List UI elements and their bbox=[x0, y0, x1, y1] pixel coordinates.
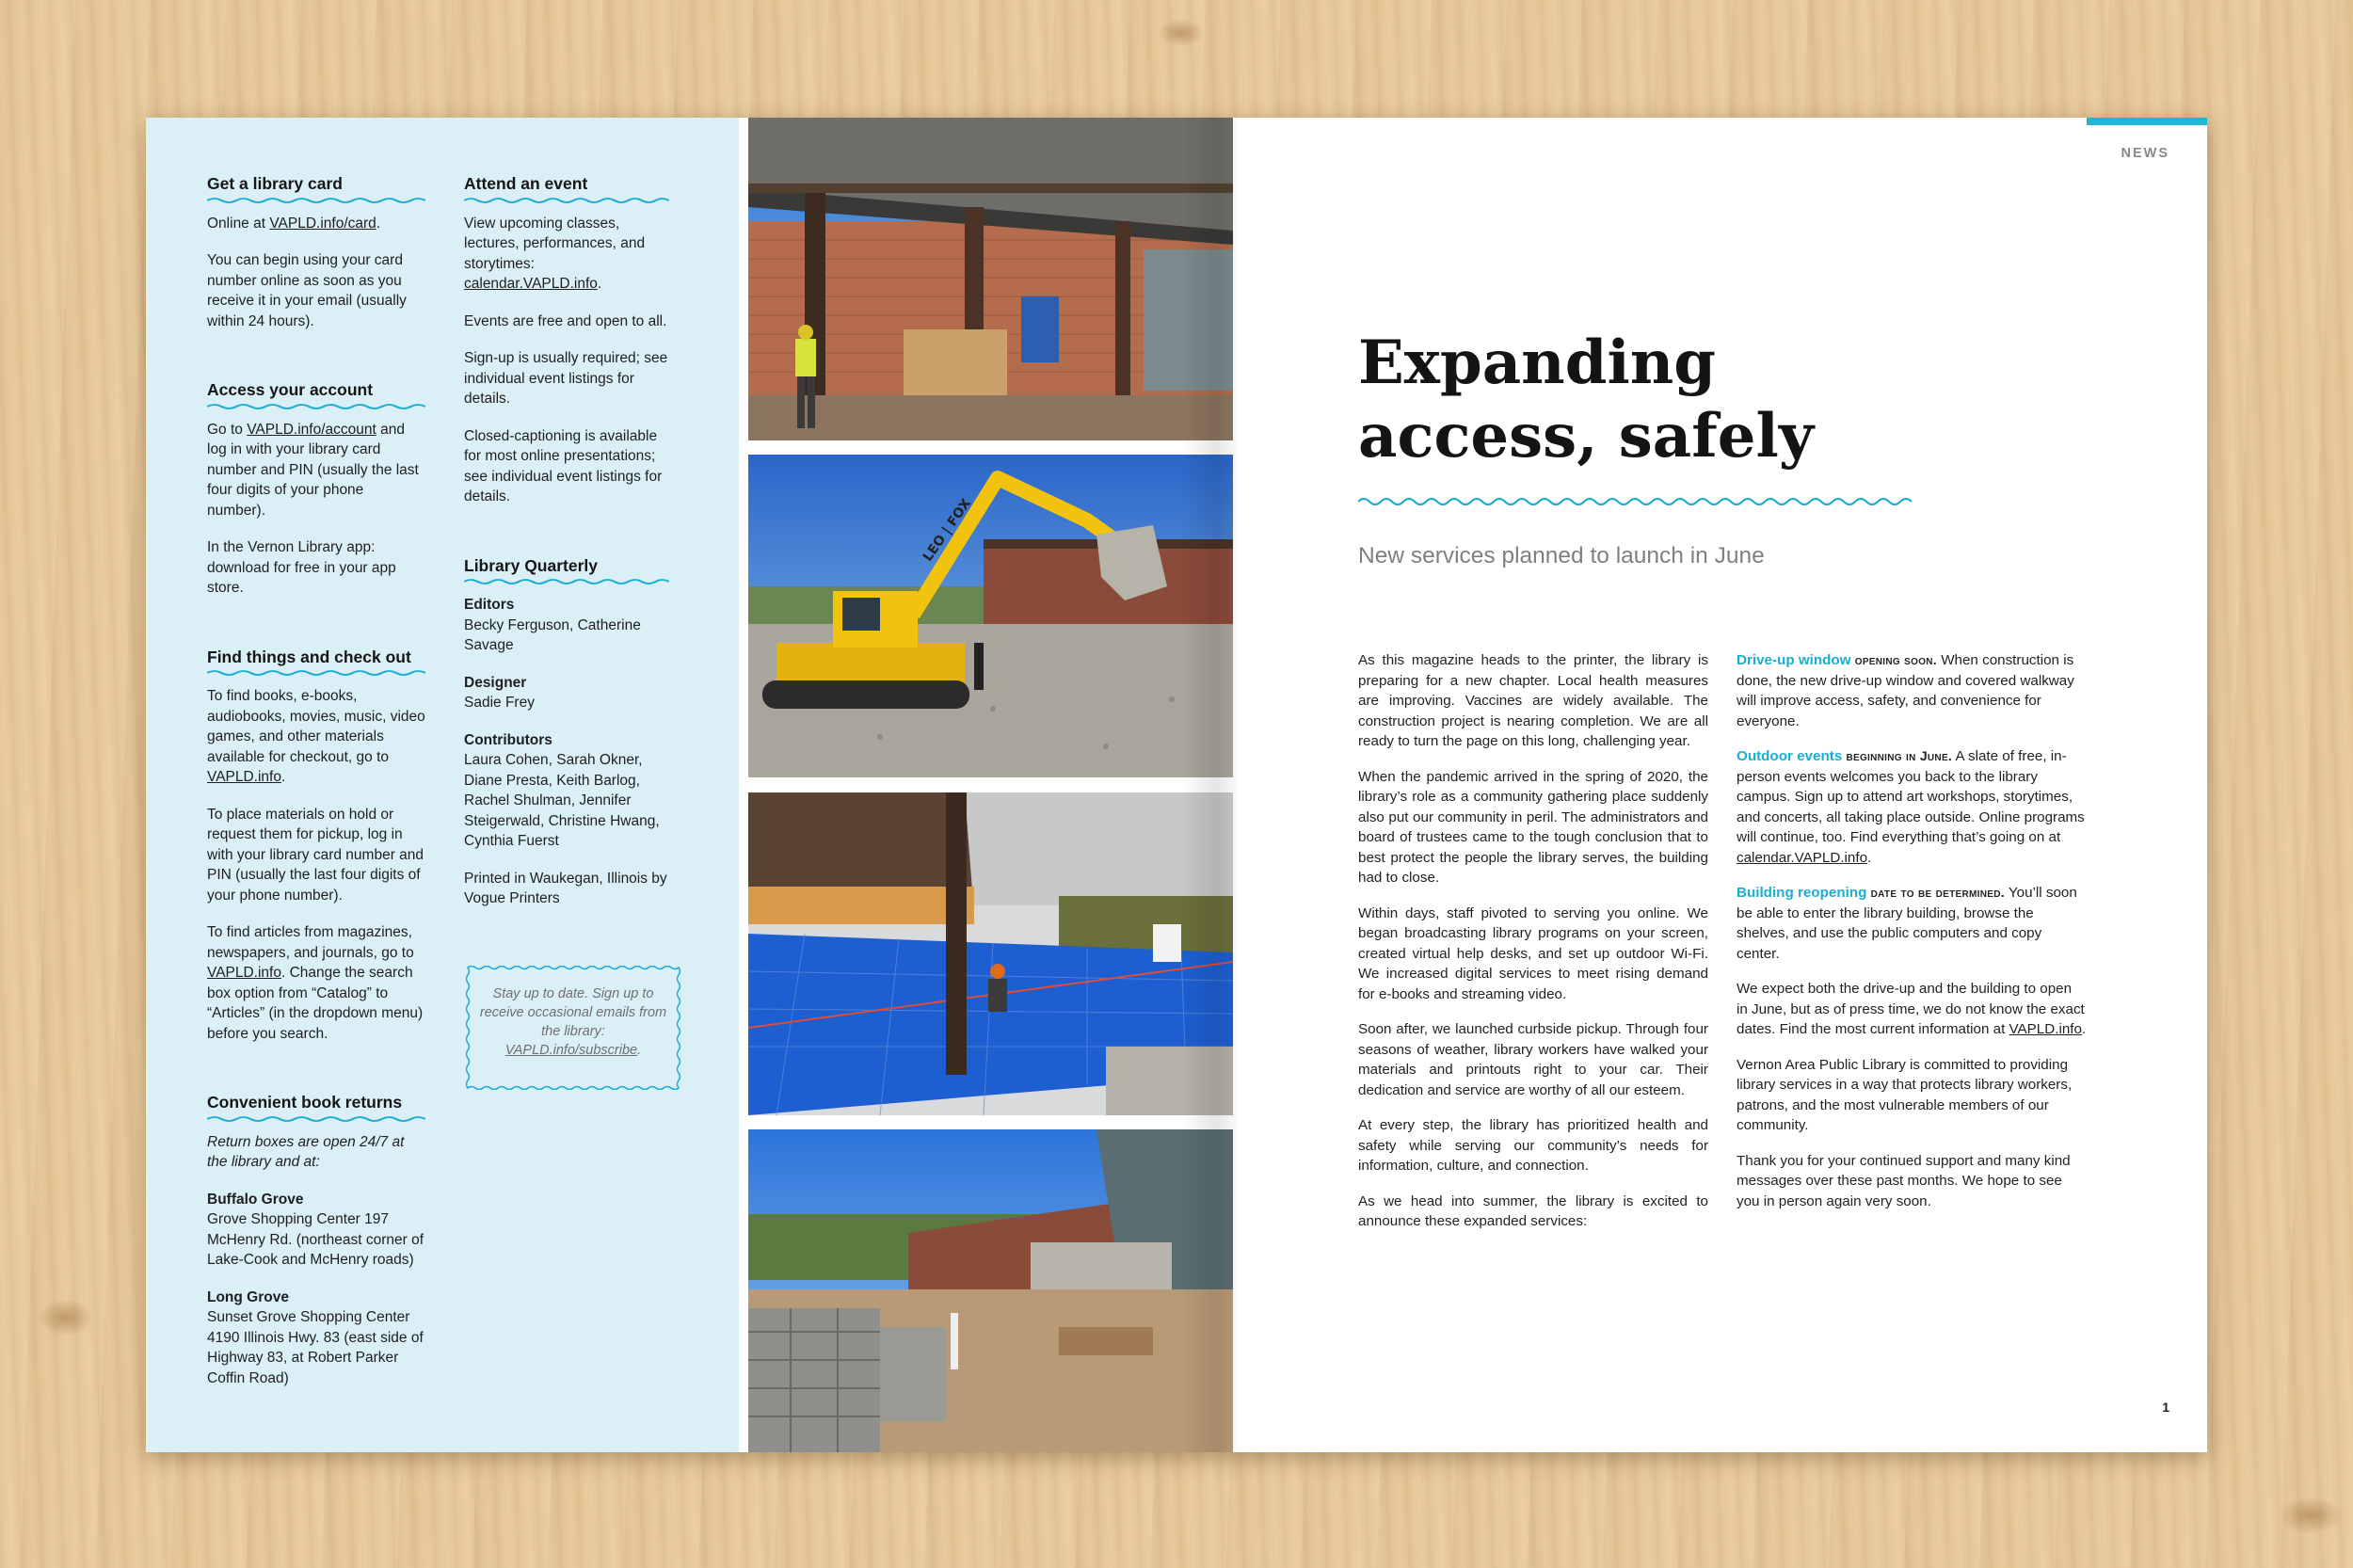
paragraph: At every step, the library has prioritized health and safety while serving our community’s needs for information, culture, and connection. bbox=[1358, 1117, 1708, 1174]
paragraph: As this magazine heads to the printer, the library is preparing for a new chapter. Local health measures are improving. Vaccines are widely available. The construction project is nearing completion. We are all ready to turn the page on this long, challenging year. bbox=[1358, 652, 1708, 749]
section-heading: Convenient book returns bbox=[207, 1093, 425, 1121]
section-label: NEWS bbox=[2121, 146, 2169, 161]
paragraph: When the pandemic arrived in the spring of 2020, the library’s role as a community gathering place suddenly also put our community in peril. The administrators and board of trustees came to the tough conclusion that to best protect the people the library serves, the building had to close. bbox=[1358, 768, 1708, 886]
section-quarterly: Library Quarterly Editors Becky Ferguson, Catherine Savage Designer Sadie Frey Contributors Laura Cohen, Sarah Okner, Diane Presta, Keith Barlog, Rachel Shulman, Jennifer Steigerwald, Christine Hwang, Cynthia Fuerst Printed in Waukegan, Illinois by Vogue Printers bbox=[464, 556, 669, 909]
paragraph: Soon after, we launched curbside pickup. Through four seasons of weather, library workers have walked your materials and printouts right to your car. Their dedication and service are worthy of all our esteem. bbox=[1358, 1021, 1708, 1098]
card-link[interactable]: VAPLD.info/card bbox=[269, 215, 376, 232]
photo-cinder-blocks bbox=[748, 1129, 1233, 1452]
section-find: Find things and check out To find books, e-books, audiobooks, movies, music, video games, and other materials available for checkout, go to VAPLD.info. To place materials on hold or request them for pickup, log in with your library card number and PIN (usually the last four digits of your phone number). To find articles from magazines, newspapers, and journals, go to VAPLD.info. Change the search box option from “Catalog” to “Articles” (in the dropdown menu) before you search. bbox=[207, 647, 425, 1042]
section-returns: Convenient book returns Return boxes are open 24/7 at the library and at: Buffalo Grove Grove Shopping Center 197 McHenry Rd. (northeast corner of Lake-Cook and McHenry roads) Long Grove Sunset Grove Shopping Center 4190 Illinois Hwy. 83 (east side of Highway 83, at Robert Parker Coffin Road) bbox=[207, 1093, 424, 1386]
article-title: Expanding access, safely bbox=[1358, 328, 1814, 472]
article-subtitle: New services planned to launch in June bbox=[1358, 543, 1765, 568]
wood-knot bbox=[38, 1299, 94, 1336]
article-column-1 bbox=[1358, 650, 1708, 1247]
paragraph: Vernon Area Public Library is committed to providing library services in a way that protects library workers, patrons, and the most vulnerable members of our community. bbox=[1737, 1056, 2073, 1133]
section-heading: Find things and check out bbox=[207, 648, 425, 676]
paragraph: Thank you for your continued support and many kind messages over these past months. We hope to see you in person again very soon. bbox=[1737, 1152, 2071, 1209]
section-heading: Access your account bbox=[207, 380, 425, 408]
magazine-spread bbox=[146, 118, 2207, 1452]
article-page bbox=[1238, 118, 2207, 1452]
section-events: Attend an event View upcoming classes, lectures, performances, and storytimes: calendar.VAPLD.info. Events are free and open to all. Sign-up is usually required; see individual event listings for details. Closed-captioning is available for most online presentations; see individual event listings for details. bbox=[464, 174, 668, 504]
title-wave-divider bbox=[1358, 496, 1915, 507]
excavator-brand-text: LEO | FOX bbox=[920, 496, 975, 565]
paragraph: Within days, staff pivoted to serving you online. We began broadcasting library programs on your screen, created virtual help desks, and set up outdoor Wi-Fi. We increased digital services to meet rising demand for e-books and streaming video. bbox=[1358, 904, 1708, 1002]
section-heading: Library Quarterly bbox=[464, 556, 669, 584]
page-number: 1 bbox=[2162, 1400, 2169, 1415]
service-drive-up: Drive-up window opening soon. When construction is done, the new drive-up window and covered walkway will improve access, safety, and convenience for everyone. bbox=[1737, 652, 2074, 729]
photo-excavator bbox=[748, 455, 1233, 777]
section-heading: Attend an event bbox=[464, 174, 669, 202]
subscribe-link[interactable]: VAPLD.info/subscribe bbox=[504, 1042, 638, 1058]
account-link[interactable]: VAPLD.info/account bbox=[247, 421, 376, 438]
accent-bar bbox=[2087, 118, 2207, 125]
service-building-reopening: Building reopening date to be determined. You’ll soon be able to enter the library building, browse the shelves, and use the public computers and copy center. bbox=[1737, 885, 2077, 962]
articles-link[interactable]: VAPLD.info bbox=[207, 965, 281, 981]
calendar-link[interactable]: calendar.VAPLD.info bbox=[1737, 849, 1868, 866]
wood-knot bbox=[1158, 19, 1205, 47]
section-heading: Get a library card bbox=[207, 174, 425, 202]
section-account: Access your account Go to VAPLD.info/account and log in with your library card number and PIN (usually the last four digits of your phone number). In the Vernon Library app: download for free in your app store. bbox=[207, 380, 425, 599]
vapld-link[interactable]: VAPLD.info bbox=[2009, 1021, 2082, 1037]
photo-foundation-pour bbox=[748, 792, 1233, 1115]
wood-knot bbox=[2278, 1496, 2344, 1534]
paragraph: We expect both the drive-up and the building to open in June, but as of press time, we do not know the exact dates. Find the most current information at VAPLD.info. bbox=[1737, 981, 2087, 1037]
sidebar-column-right bbox=[464, 174, 669, 1079]
catalog-link[interactable]: VAPLD.info bbox=[207, 769, 281, 785]
paragraph: As we head into summer, the library is excited to announce these expanded services: bbox=[1358, 1192, 1708, 1229]
signup-callout: Stay up to date. Sign up to receive occasional emails from the library: VAPLD.info/subscribe. bbox=[466, 966, 680, 1079]
sidebar-page bbox=[146, 118, 739, 1452]
calendar-link[interactable]: calendar.VAPLD.info bbox=[464, 276, 598, 292]
sidebar-column-left bbox=[207, 174, 425, 1437]
photo-walkway-construction bbox=[748, 118, 1233, 440]
section-library-card: Get a library card Online at VAPLD.info/card. You can begin using your card number online as soon as you receive it in your email (usually within 24 hours). bbox=[207, 174, 425, 331]
article-column-2 bbox=[1737, 650, 2087, 1226]
service-outdoor-events: Outdoor events beginning in June. A slate of free, in-person events welcomes you back to the library campus. Sign up to attend art workshops, storytimes, and concerts, all taking place outside. Online programs will continue, too. Find everything that’s going on at calendar.VAPLD.info. bbox=[1737, 748, 2085, 866]
